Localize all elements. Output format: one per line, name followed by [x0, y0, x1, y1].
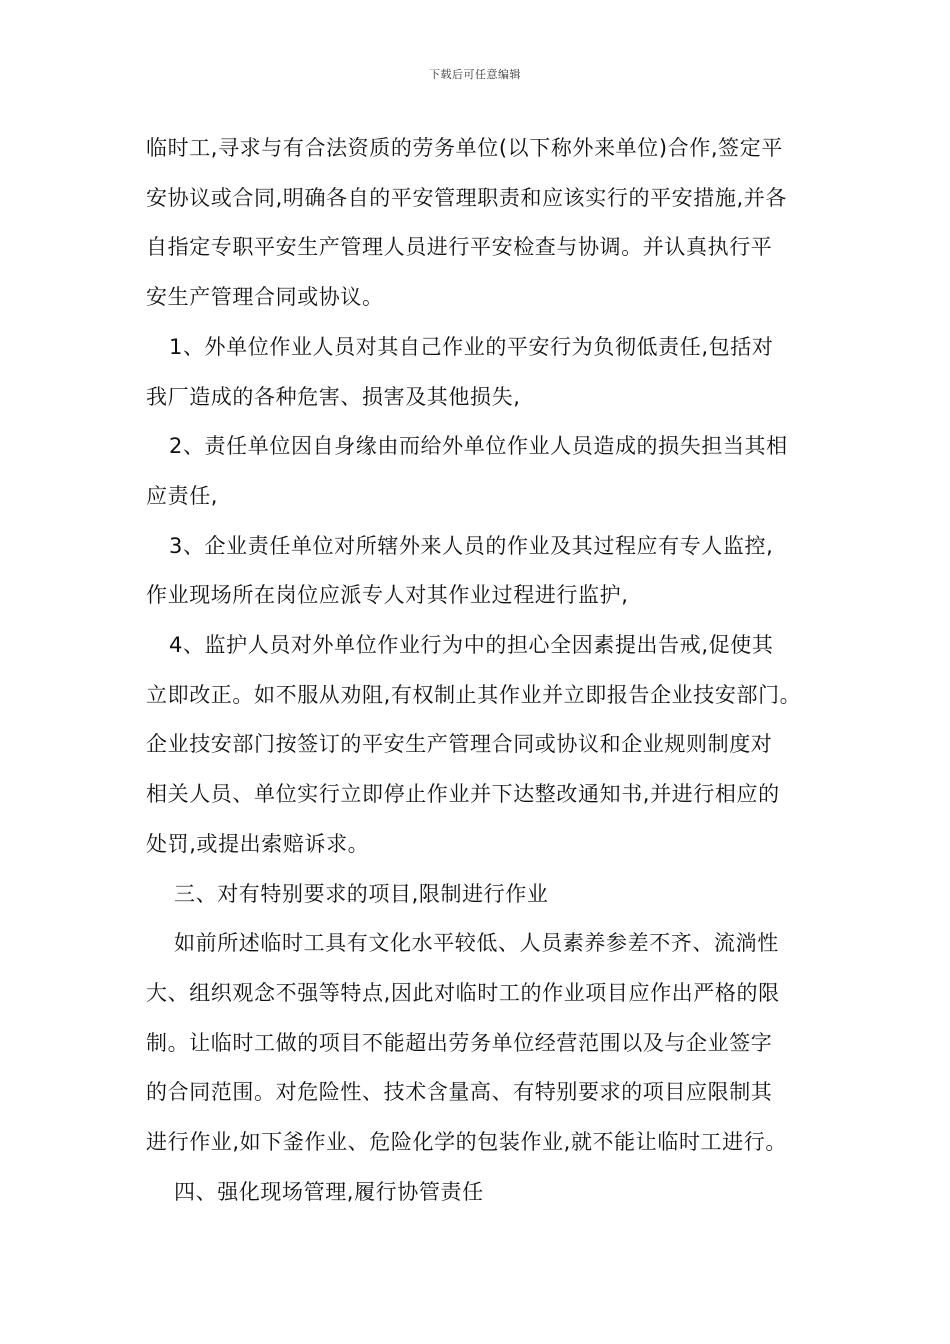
text-line: 安协议或合同,明确各自的平安管理职责和应该实行的平安措施,并各 [146, 185, 787, 210]
numbered-item-3: 3、企业责任单位对所辖外来人员的作业及其过程应有专人监控, [169, 533, 774, 558]
text-line: 作业现场所在岗位应派专人对其作业过程进行监护, [146, 583, 629, 608]
text-line: 如前所述临时工具有文化水平较低、人员素养参差不齐、流淌性 [174, 931, 779, 956]
text-line: 处罚,或提出索赔诉求。 [146, 831, 370, 856]
section-heading-3: 三、对有特别要求的项目,限制进行作业 [174, 881, 549, 906]
numbered-item-1: 1、外单位作业人员对其自己作业的平安行为负彻低责任,包括对 [169, 334, 774, 359]
text-line: 应责任, [146, 483, 219, 508]
download-note: 下载后可任意编辑 [429, 68, 521, 81]
text-line: 立即改正。如不服从劝阻,有权制止其作业并立即报告企业技安部门。 [146, 682, 802, 707]
text-line: 企业技安部门按签订的平安生产管理合同或协议和企业规则制度对 [146, 732, 773, 757]
text-line: 临时工,寻求与有合法资质的劳务单位(以下称外来单位)合作,签定平 [146, 136, 783, 160]
document-body [146, 124, 816, 1217]
text-line: 相关人员、单位实行立即停止作业并下达整改通知书,并进行相应的 [146, 782, 780, 807]
section-heading-4: 四、强化现场管理,履行协管责任 [174, 1179, 484, 1204]
text-line: 我厂造成的各种危害、损害及其他损失, [146, 384, 521, 409]
numbered-item-4: 4、监护人员对外单位作业行为中的担心全因素提出告戒,促使其 [169, 633, 774, 658]
text-line: 制。让临时工做的项目不能超出劳务单位经营范围以及与企业签字 [146, 1030, 773, 1055]
text-line: 大、组织观念不强等特点,因此对临时工的作业项目应作出严格的限 [146, 980, 780, 1005]
numbered-item-2: 2、责任单位因自身缘由而给外单位作业人员造成的损失担当其相 [169, 434, 788, 459]
text-line: 自指定专职平安生产管理人员进行平安检查与协调。并认真执行平 [146, 235, 773, 260]
text-line: 进行作业,如下釜作业、危险化学的包装作业,就不能让临时工进行。 [146, 1130, 787, 1155]
text-line: 安生产管理合同或协议。 [146, 285, 384, 310]
text-line: 的合同范围。对危险性、技术含量高、有特别要求的项目应限制其 [146, 1080, 773, 1105]
